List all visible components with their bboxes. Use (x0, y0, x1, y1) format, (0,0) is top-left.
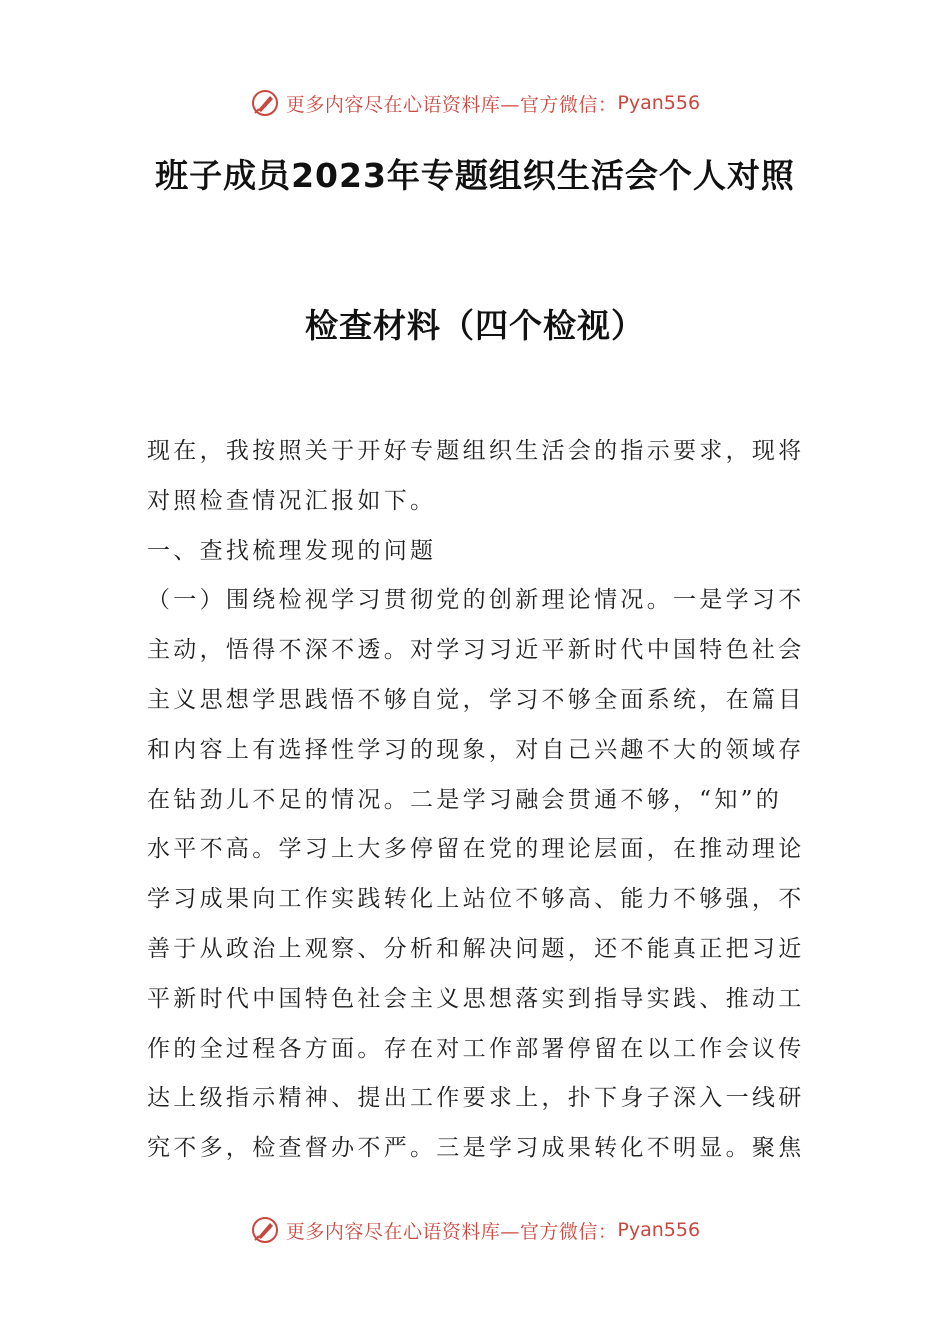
body-line: 善于从政治上观察、分析和解决问题，还不能真正把习近 (147, 935, 805, 962)
body-line: 和内容上有选择性学习的现象，对自己兴趣不大的领域存 (147, 736, 805, 763)
body-line: 究不多，检查督办不严。三是学习成果转化不明显。聚焦 (147, 1135, 805, 1162)
body-line: 学习成果向工作实践转化上站位不够高、能力不够强，不 (147, 886, 805, 913)
document-body (147, 427, 805, 1174)
footer-wechat-id: Pyan556 (617, 1219, 701, 1241)
header-banner (0, 83, 950, 123)
body-line: 主义思想学思践悟不够自觉，学习不够全面系统，在篇目 (147, 686, 805, 713)
header-banner-text: 更多内容尽在心语资料库—官方微信： (285, 93, 618, 116)
body-line: （一）围绕检视学习贯彻党的创新理论情况。一是学习不 (147, 587, 805, 614)
footer-banner-text: 更多内容尽在心语资料库—官方微信： (285, 1220, 618, 1243)
body-line: 水平不高。学习上大多停留在党的理论层面，在推动理论 (147, 836, 805, 863)
header-wechat-id: Pyan556 (617, 92, 701, 114)
body-line: 平新时代中国特色社会主义思想落实到指导实践、推动工 (147, 985, 805, 1012)
body-line: 主动，悟得不深不透。对学习习近平新时代中国特色社会 (147, 637, 805, 664)
document-title-line-1: 班子成员2023年专题组织生活会个人对照 (155, 156, 795, 195)
body-line: 对照检查情况汇报如下。 (147, 487, 437, 514)
body-line: 作的全过程各方面。存在对工作部署停留在以工作会议传 (147, 1035, 805, 1062)
pen-nib-logo-icon (250, 1215, 280, 1245)
body-line: 在钻劲儿不足的情况。二是学习融会贯通不够，“知”的 (147, 786, 783, 813)
body-line: 达上级指示精神、提出工作要求上，扑下身子深入一线研 (147, 1085, 805, 1112)
footer-banner (0, 1210, 950, 1250)
body-line: 现在，我按照关于开好专题组织生活会的指示要求，现将 (147, 438, 805, 464)
body-line: 一、查找梳理发现的问题 (147, 537, 437, 564)
pen-nib-logo-icon (250, 88, 280, 118)
document-title-line-2: 检查材料（四个检视） (305, 306, 645, 345)
